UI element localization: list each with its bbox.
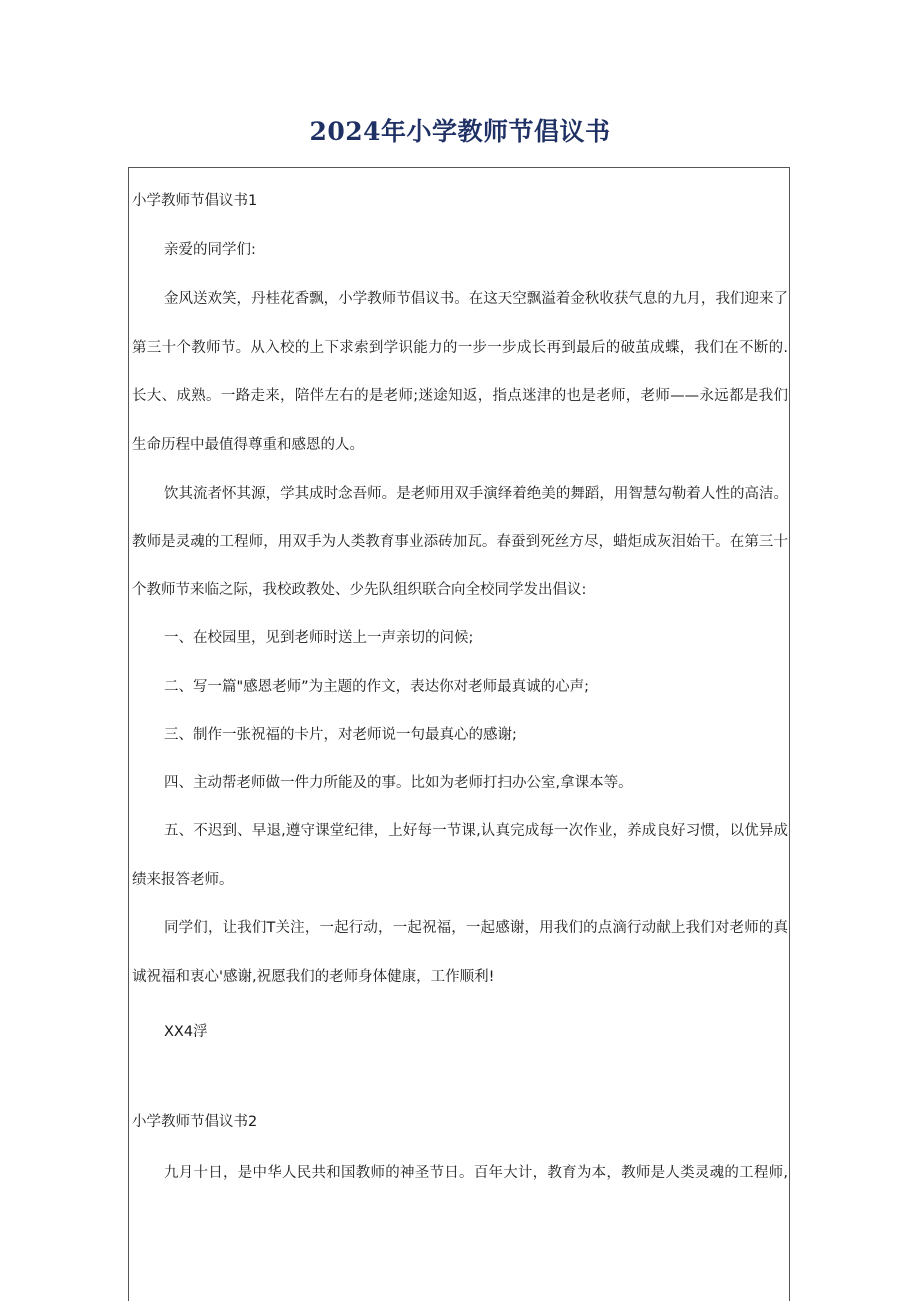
paragraph-line: 长大、成熟。一路走来，陪伴左右的是老师;迷途知返，指点迷津的也是老师，老师——永远都是我们 xyxy=(132,388,788,404)
section1-heading: 小学教师节倡议书1 xyxy=(132,193,258,209)
salutation: 亲爱的同学们: xyxy=(164,242,256,258)
paragraph-line: 诚祝福和衷心'感谢,祝愿我们的老师身体健康，工作顺利! xyxy=(132,969,495,985)
list-item: 五、不迟到、早退,遵守课堂纪律，上好每一节课,认真完成每一次作业，养成良好习惯，以优异成 xyxy=(164,823,788,839)
list-item: 二、写一篇"感恩老师”为主题的作文，表达你对老师最真诚的心声; xyxy=(164,679,590,695)
list-item-continuation: 绩来报答老师。 xyxy=(132,872,234,888)
signature: XX4浮 xyxy=(164,1024,208,1040)
paragraph-line: 个教师节来临之际，我校政教处、少先队组织联合向全校同学发出倡议: xyxy=(132,582,587,598)
paragraph-line: 第三十个教师节。从入校的上下求索到学识能力的一步一步成长再到最后的破茧成蝶，我们在不断的. xyxy=(132,340,788,356)
list-item: 三、制作一张祝福的卡片，对老师说一句最真心的感谢; xyxy=(164,727,517,743)
paragraph-line: 同学们，让我们T关注，一起行动，一起祝福，一起感谢，用我们的点滴行动献上我们对老师的真 xyxy=(164,920,788,936)
paragraph-line: 九月十日，是中华人民共和国教师的神圣节日。百年大计，教育为本，教师是人类灵魂的工程师, xyxy=(164,1165,788,1181)
paragraph-line: 教师是灵魂的工程师，用双手为人类教育事业添砖加瓦。春蚕到死丝方尽，蜡炬成灰泪始干。在第三十 xyxy=(132,534,788,550)
paragraph-line: 生命历程中最值得尊重和感恩的人。 xyxy=(132,437,364,453)
list-item: 四、主动帮老师做一件力所能及的事。比如为老师打扫办公室,拿课本等。 xyxy=(164,775,633,791)
document-title: 2024年小学教师节倡议书 xyxy=(309,117,611,146)
section2-heading: 小学教师节倡议书2 xyxy=(132,1114,258,1130)
paragraph-line: 饮其流者怀其源，学其成时念吾师。是老师用双手演绎着绝美的舞蹈，用智慧勾勒着人性的高洁。 xyxy=(164,486,788,502)
list-item: 一、在校园里，见到老师时送上一声亲切的问候; xyxy=(164,630,474,646)
paragraph-line: 金风送欢笑，丹桂花香飘，小学教师节倡议书。在这天空飘溢着金秋收获气息的九月，我们迎来了 xyxy=(164,291,788,307)
